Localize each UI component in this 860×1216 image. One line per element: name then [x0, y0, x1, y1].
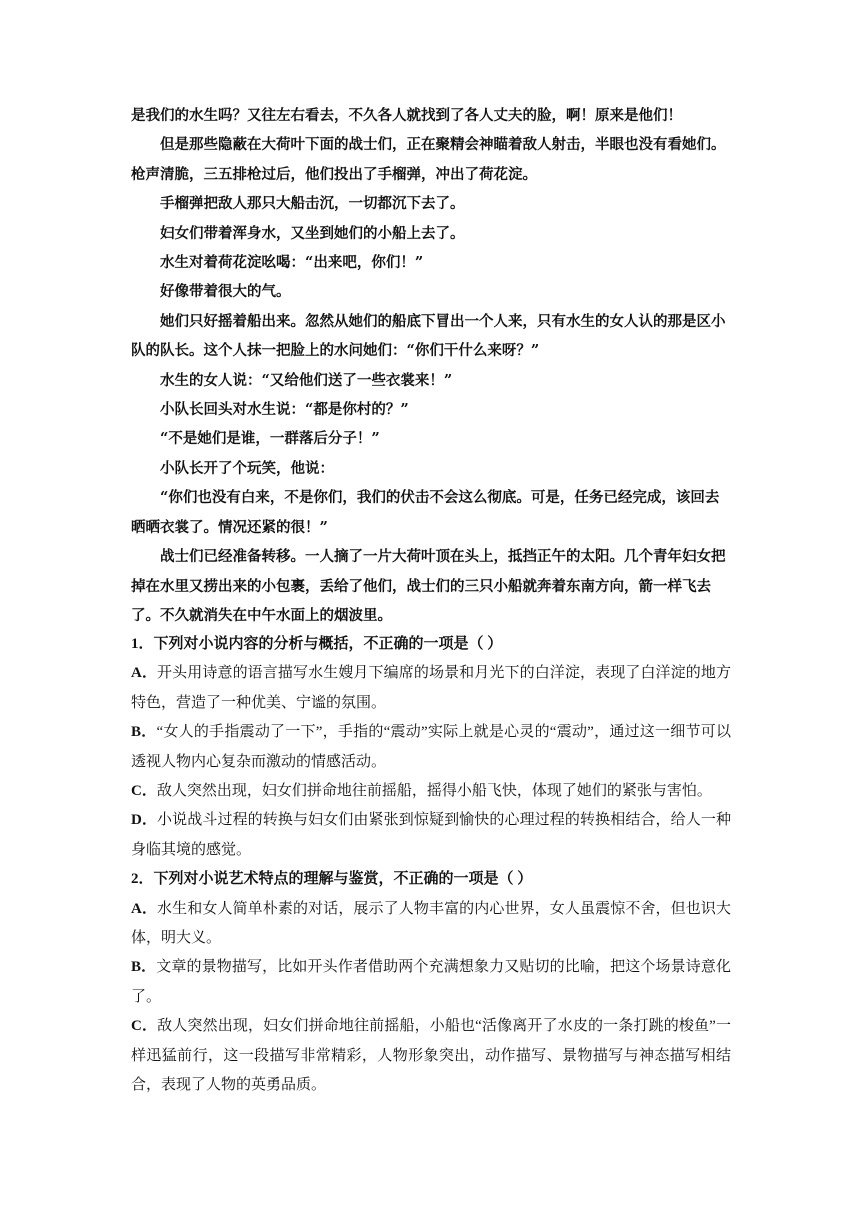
story-excerpt: [131, 101, 731, 630]
option-text: 文章的景物描写，比如开头作者借助两个充满想象力又贴切的比喻，把这个场景诗意化了。: [131, 959, 731, 1005]
story-paragraph: “你们也没有白来，不是你们，我们的伏击不会这么彻底。可是，任务已经完成，该回去晒晒衣裳了。情况还紧的很！”: [131, 489, 720, 536]
option-text: 敌人突然出现，妇女们拼命地往前摇船，摇得小船飞快，体现了她们的紧张与害怕。: [156, 783, 712, 800]
question-section: [131, 630, 731, 1101]
story-paragraph: 妇女们带着浑身水，又坐到她们的小船上去了。: [160, 224, 465, 242]
option-text: “女人的手指震动了一下”，手指的“震动”实际上就是心灵的“震动”，通过这一细节可以透视人物内心复杂而激动的情感活动。: [131, 724, 731, 770]
story-paragraph: 水生的女人说：“又给他们送了一些衣裳来！”: [160, 371, 453, 389]
story-paragraph: 小队长回头对水生说：“都是你村的？”: [160, 401, 409, 419]
question-2-option-a: [131, 895, 731, 954]
option-letter: B．: [131, 724, 157, 741]
option-letter: C．: [131, 1018, 158, 1035]
option-text: 敌人突然出现，妇女们拼命地往前摇船，小船也“活像离开了水皮的一条打跳的梭鱼”一样迅猛前行，这一段描写非常精彩，人物形象突出，动作描写、景物描写与神态描写相结合，表现了人物的英勇品质。: [131, 1018, 731, 1094]
option-letter: A．: [131, 900, 158, 917]
story-paragraph: 手榴弹把敌人那只大船击沉，一切都沉下去了。: [160, 195, 465, 213]
question-1-option-a: [131, 659, 731, 718]
story-paragraph: 但是那些隐蔽在大荷叶下面的战士们，正在聚精会神瞄着敌人射击，半眼也没有看她们。枪声清脆，三五排枪过后，他们投出了手榴弹，冲出了荷花淀。: [131, 136, 726, 183]
story-paragraph: 水生对着荷花淀吆喝：“出来吧，你们！”: [160, 254, 424, 272]
question-1-stem: 1．下列对小说内容的分析与概括，不正确的一项是（ ）: [131, 636, 503, 652]
story-paragraph: 她们只好摇着船出来。忽然从她们的船底下冒出一个人来，只有水生的女人认的那是区小队的队长。这个人抹一把脸上的水问她们：“你们干什么来呀？”: [131, 312, 726, 360]
option-text: 水生和女人简单朴素的对话，展示了人物丰富的内心世界，女人虽震惊不舍，但也识大体，明大义。: [131, 900, 731, 947]
option-letter: A．: [131, 665, 158, 682]
story-paragraph: “不是她们是谁，一群落后分子！”: [160, 430, 380, 448]
question-2-option-b: [131, 953, 731, 1012]
option-letter: C．: [131, 783, 157, 800]
option-letter: B．: [131, 959, 157, 976]
story-paragraph: 战士们已经准备转移。一人摘了一片大荷叶顶在头上，抵挡正午的太阳。几个青年妇女把掉在水里又捞出来的小包裹，丢给了他们，战士们的三只小船就奔着东南方向，箭一样飞去了。不久就消失在中午水面上的烟波里。: [131, 548, 726, 624]
option-text: 小说战斗过程的转换与妇女们由紧张到惊疑到愉快的心理过程的转换相结合，给人一种身临其境的感觉。: [131, 812, 731, 858]
story-paragraph: 好像带着很大的气。: [160, 283, 291, 301]
question-1-option-d: [131, 806, 731, 865]
story-paragraph: 是我们的水生吗？又往左右看去，不久各人就找到了各人丈夫的脸，啊！原来是他们！: [131, 107, 682, 124]
question-2-option-c: [131, 1012, 731, 1100]
option-letter: D．: [131, 812, 158, 829]
question-1-option-c: [131, 777, 731, 806]
option-text: 开头用诗意的语言描写水生嫂月下编席的场景和月光下的白洋淀，表现了白洋淀的地方特色，营造了一种优美、宁谧的氛围。: [131, 665, 731, 711]
question-1-option-b: [131, 718, 731, 777]
story-paragraph: 小队长开了个玩笑，他说：: [160, 459, 334, 477]
question-2-stem: 2．下列对小说艺术特点的理解与鉴赏，不正确的一项是（ ）: [131, 871, 533, 888]
